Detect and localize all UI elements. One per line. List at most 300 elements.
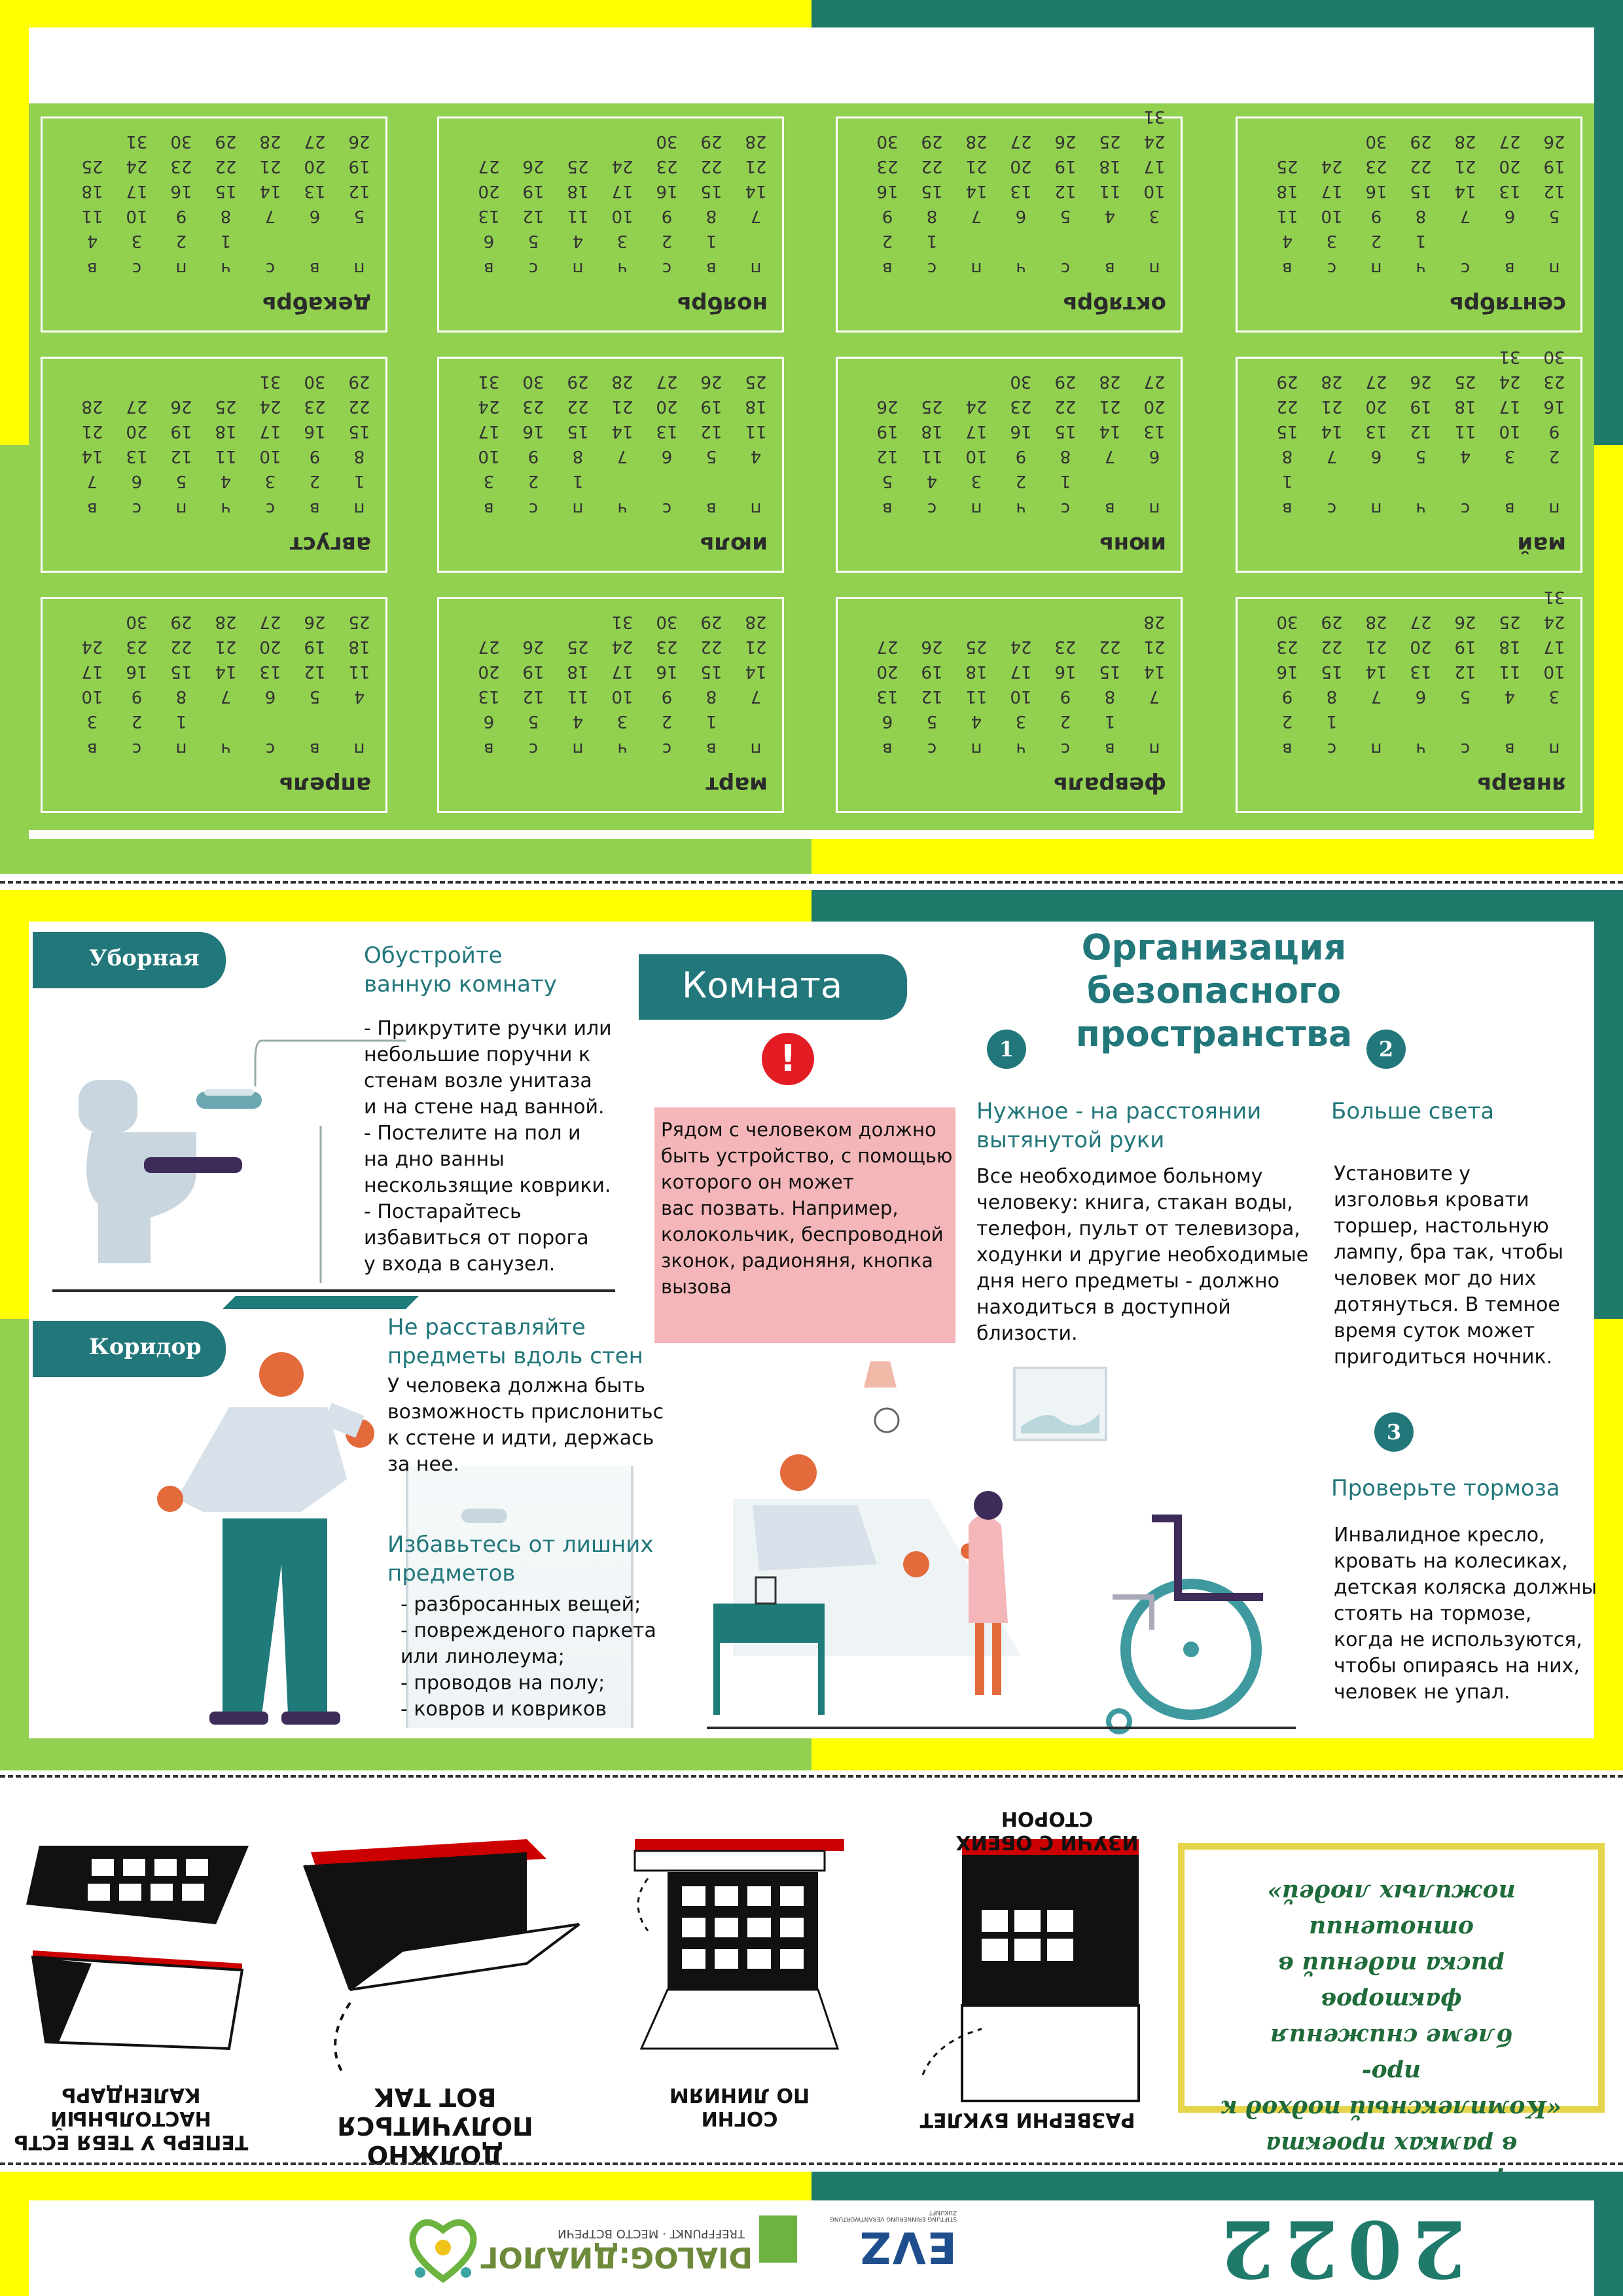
tip-3-text: Инвалидное кресло, кровать на колесиках, детская коляска должны стоять на тормозе, когда не используются, чтобы опираясь на них, человек не упал. <box>1334 1524 1597 1704</box>
week-row <box>43 224 385 251</box>
day-number: 12 <box>522 687 544 706</box>
weekday-header <box>43 259 385 278</box>
weekday-label: п <box>1370 259 1382 278</box>
day-number: 7 <box>220 687 232 706</box>
day-number: 31 <box>259 372 281 391</box>
day-number: 1 <box>1104 711 1116 731</box>
weekday-header <box>43 739 385 759</box>
day-number: 14 <box>259 181 281 201</box>
day-number: 11 <box>567 687 589 706</box>
day-number: 31 <box>1143 107 1166 126</box>
room-illustration <box>694 1348 1309 1734</box>
day-number: 18 <box>1499 637 1521 656</box>
day-number: 1 <box>705 711 717 731</box>
day-number: 26 <box>522 156 544 176</box>
month-7 <box>437 357 784 573</box>
weekday-label: п <box>971 499 982 518</box>
day-number: 22 <box>567 397 589 416</box>
day-number: 18 <box>215 422 237 441</box>
weekday-label: п <box>175 499 187 518</box>
day-number: 6 <box>483 711 495 731</box>
alert-icon-glyph: ! <box>779 1037 796 1080</box>
instruction-step1: ТЕПЕРЬ У ТЕБЯ ЕСТЬ НАСТОЛЬНЫЙ КАЛЕНДАРЬ <box>13 2083 249 2153</box>
month-name: июнь <box>1099 531 1166 558</box>
day-number: 19 <box>1054 156 1077 176</box>
project-note-box <box>1178 1843 1605 2159</box>
weekday-label: с <box>927 499 937 518</box>
week-row <box>838 440 1181 466</box>
day-number: 27 <box>304 132 326 151</box>
month-content <box>439 118 782 331</box>
day-number: 27 <box>1499 132 1521 151</box>
day-number: 12 <box>1410 422 1432 441</box>
week-row <box>1238 390 1580 416</box>
day-number: 19 <box>304 637 326 656</box>
weekday-label: в <box>1105 739 1115 759</box>
weekday-header <box>439 739 782 759</box>
weekday-label: с <box>1327 259 1337 278</box>
day-number: 25 <box>965 637 988 656</box>
weekday-label: в <box>706 739 717 759</box>
weekday-label: с <box>662 259 672 278</box>
weekday-header <box>43 499 385 518</box>
day-number: 27 <box>1143 372 1166 391</box>
week-row <box>1238 200 1580 226</box>
day-number: 5 <box>1415 446 1427 466</box>
day-number: 14 <box>745 181 767 201</box>
day-number: 5 <box>882 471 893 491</box>
day-number: 3 <box>86 711 98 731</box>
day-number: 25 <box>81 156 103 176</box>
weekday-label: ч <box>1416 259 1426 278</box>
day-number: 21 <box>1365 637 1387 656</box>
day-number: 26 <box>1054 132 1077 151</box>
month-content <box>838 107 1181 331</box>
day-number: 3 <box>1015 711 1027 731</box>
day-number: 4 <box>750 446 762 466</box>
logo-evz-name: EVZ <box>858 2222 957 2272</box>
day-number: 14 <box>611 422 633 441</box>
fold-line-3 <box>0 2162 1623 2165</box>
day-number: 10 <box>1321 206 1343 226</box>
day-number: 23 <box>522 397 544 416</box>
day-number: 12 <box>304 662 326 681</box>
day-number: 4 <box>572 231 584 251</box>
day-number: 18 <box>1276 181 1298 201</box>
day-number: 27 <box>478 156 500 176</box>
week-row <box>43 175 385 201</box>
day-number: 1 <box>353 471 365 491</box>
day-number: 28 <box>745 612 767 632</box>
month-2 <box>836 597 1183 813</box>
room-note-box <box>654 1107 955 1343</box>
week-row <box>838 630 1181 656</box>
weekday-label: ч <box>1416 739 1426 759</box>
day-number: 9 <box>309 446 321 466</box>
day-number: 18 <box>81 181 103 201</box>
weekday-label: в <box>87 499 98 518</box>
month-content <box>838 599 1181 811</box>
day-number: 12 <box>522 206 544 226</box>
day-number: 17 <box>611 662 633 681</box>
toilet-badge <box>33 932 226 988</box>
corridor-handrail <box>461 1509 507 1523</box>
week-row <box>1238 365 1580 391</box>
day-number: 19 <box>522 662 544 681</box>
day-number: 4 <box>220 471 232 491</box>
weekday-label: с <box>132 739 142 759</box>
day-number: 16 <box>170 181 192 201</box>
day-number: 2 <box>661 231 673 251</box>
day-number: 10 <box>126 206 148 226</box>
day-number: 11 <box>81 206 103 226</box>
day-number: 28 <box>81 397 103 416</box>
day-number: 28 <box>1365 612 1387 632</box>
weekday-label: п <box>1149 499 1160 518</box>
day-number: 21 <box>965 156 988 176</box>
day-number: 24 <box>478 397 500 416</box>
day-number: 25 <box>1454 372 1476 391</box>
month-name: апрель <box>279 772 371 798</box>
week-row <box>838 680 1181 706</box>
day-number: 6 <box>131 471 143 491</box>
day-number: 25 <box>567 637 589 656</box>
day-number: 30 <box>1010 372 1032 391</box>
day-number: 13 <box>656 422 678 441</box>
day-number: 19 <box>1543 156 1565 176</box>
day-number: 3 <box>1149 206 1160 226</box>
day-number: 12 <box>876 446 899 466</box>
weekday-label: с <box>1060 499 1071 518</box>
day-number: 22 <box>1276 397 1298 416</box>
day-number: 24 <box>611 156 633 176</box>
day-number: 21 <box>1143 637 1166 656</box>
day-number: 21 <box>81 422 103 441</box>
day-number: 6 <box>661 446 673 466</box>
day-number: 8 <box>1326 687 1338 706</box>
day-number: 14 <box>1454 181 1476 201</box>
day-number: 4 <box>926 471 938 491</box>
day-number: 17 <box>1543 637 1565 656</box>
day-number: 7 <box>750 206 762 226</box>
day-number: 13 <box>1010 181 1032 201</box>
day-number: 14 <box>1143 662 1166 681</box>
weekday-label: с <box>528 499 539 518</box>
week-row <box>439 605 782 632</box>
day-number: 16 <box>304 422 326 441</box>
day-number: 4 <box>1504 687 1516 706</box>
day-number: 9 <box>1060 687 1071 706</box>
week-row <box>43 705 385 731</box>
day-number: 5 <box>1060 206 1071 226</box>
weekday-label: в <box>1282 739 1293 759</box>
day-number: 11 <box>348 662 370 681</box>
day-number: 20 <box>1410 637 1432 656</box>
day-number: 22 <box>170 637 192 656</box>
instruction-step2: ДОЛЖНО ПОЛУЧИТЬСЯ ВОТ ТАК <box>337 2083 533 2169</box>
day-number: 26 <box>700 372 722 391</box>
day-number: 20 <box>304 156 326 176</box>
logo-dialog-subtitle: TREFFPUNKT · МЕСТО ВСТРЕЧИ <box>558 2227 745 2240</box>
weekday-label: в <box>310 739 320 759</box>
day-number: 11 <box>1499 662 1521 681</box>
day-number: 23 <box>126 637 148 656</box>
day-number: 17 <box>965 422 988 441</box>
month-5 <box>1236 347 1582 573</box>
day-number: 2 <box>175 231 187 251</box>
weekday-label: в <box>484 739 494 759</box>
day-number: 15 <box>700 662 722 681</box>
day-number: 16 <box>1543 397 1565 416</box>
day-number: 29 <box>700 132 722 151</box>
day-number: 18 <box>1099 156 1121 176</box>
day-number: 5 <box>527 711 539 731</box>
week-row <box>43 440 385 466</box>
day-number: 27 <box>1010 132 1032 151</box>
day-number: 31 <box>126 132 148 151</box>
day-number: 27 <box>1410 612 1432 632</box>
weekday-label: с <box>1060 259 1071 278</box>
day-number: 29 <box>921 132 943 151</box>
week-row <box>1238 224 1580 251</box>
day-number: 21 <box>1454 156 1476 176</box>
month-content <box>439 599 782 811</box>
day-number: 23 <box>656 637 678 656</box>
day-number: 20 <box>126 422 148 441</box>
day-number: 29 <box>1054 372 1077 391</box>
weekday-label: п <box>1370 499 1382 518</box>
weekday-label: в <box>1505 499 1515 518</box>
day-number: 18 <box>567 662 589 681</box>
day-number: 23 <box>1054 637 1077 656</box>
day-number: 29 <box>348 372 370 391</box>
day-number: 28 <box>1099 372 1121 391</box>
day-number: 30 <box>126 612 148 632</box>
day-number: 9 <box>1015 446 1027 466</box>
day-number: 17 <box>611 181 633 201</box>
day-number: 19 <box>1410 397 1432 416</box>
day-number: 6 <box>1504 206 1516 226</box>
weekday-label: ч <box>221 499 231 518</box>
weekday-label: ч <box>1016 259 1026 278</box>
week-row <box>439 415 782 441</box>
tip-1-text: Все необходимое больному человеку: книга, стакан воды, телефон, пульт от телевизора, ходунки и другие необходимые дня него предметы - должно находиться в доступной близости. <box>976 1165 1309 1345</box>
weekday-label: в <box>1105 499 1115 518</box>
month-name: март <box>705 772 768 798</box>
day-number: 7 <box>750 687 762 706</box>
day-number: 21 <box>215 637 237 656</box>
weekday-label: с <box>662 499 672 518</box>
week-row <box>439 125 782 151</box>
weekday-header <box>439 499 782 518</box>
weekday-label: с <box>265 259 276 278</box>
day-number: 26 <box>348 132 370 151</box>
day-number: 8 <box>175 687 187 706</box>
day-number: 20 <box>876 662 899 681</box>
month-name: октябрь <box>1063 291 1166 317</box>
day-number: 16 <box>1276 662 1298 681</box>
day-number: 15 <box>1276 422 1298 441</box>
day-number: 15 <box>1321 662 1343 681</box>
day-number: 10 <box>965 446 988 466</box>
day-number: 1 <box>1326 711 1338 731</box>
day-number: 5 <box>175 471 187 491</box>
day-number: 9 <box>661 687 673 706</box>
day-number: 25 <box>1499 612 1521 632</box>
weekday-label: п <box>750 499 762 518</box>
day-number: 8 <box>220 206 232 226</box>
day-number: 18 <box>348 637 370 656</box>
day-number: 24 <box>611 637 633 656</box>
week-row <box>838 605 1181 632</box>
weekday-label: с <box>662 739 672 759</box>
week-row <box>43 630 385 656</box>
weekday-label: ч <box>221 739 231 759</box>
day-number: 28 <box>611 372 633 391</box>
day-number: 24 <box>1499 372 1521 391</box>
day-number: 28 <box>1454 132 1476 151</box>
day-number: 1 <box>1060 471 1071 491</box>
day-number: 27 <box>126 397 148 416</box>
day-number: 5 <box>309 687 321 706</box>
tip-2-heading: Больше света <box>1331 1098 1495 1124</box>
day-number: 17 <box>1010 662 1032 681</box>
room-badge <box>639 954 907 1020</box>
week-row <box>439 655 782 681</box>
step4-illustration <box>910 1833 1145 2108</box>
weekday-label: в <box>310 499 320 518</box>
day-number: 22 <box>1099 637 1121 656</box>
day-number: 13 <box>478 206 500 226</box>
month-name: декабрь <box>262 291 371 317</box>
week-row <box>439 150 782 176</box>
week-row <box>43 125 385 151</box>
weekday-label: в <box>1505 739 1515 759</box>
day-number: 6 <box>1015 206 1027 226</box>
week-row <box>1238 655 1580 681</box>
weekday-label: п <box>353 499 365 518</box>
room-badge-label: Комната <box>682 965 843 1006</box>
day-number: 14 <box>1099 422 1121 441</box>
month-11 <box>437 117 784 332</box>
day-number: 21 <box>745 156 767 176</box>
day-number: 3 <box>1326 231 1338 251</box>
week-row <box>838 705 1181 731</box>
weekday-label: п <box>971 739 982 759</box>
day-number: 6 <box>1415 687 1427 706</box>
day-number: 10 <box>81 687 103 706</box>
room-note-text: Рядом с человеком должно быть устройство, с помощью которого он может вас позвать. Например, колокольчик, беспроводной зконок, радионяня, кнопка вызова <box>661 1119 953 1298</box>
corridor-heading-1: Не расставляйте предметы вдоль стен <box>387 1314 643 1369</box>
day-number: 19 <box>876 422 899 441</box>
day-number: 25 <box>1099 132 1121 151</box>
day-number: 22 <box>1410 156 1432 176</box>
day-number: 8 <box>1415 206 1427 226</box>
day-number: 24 <box>259 397 281 416</box>
day-number: 18 <box>1454 397 1476 416</box>
day-number: 10 <box>259 446 281 466</box>
week-row <box>43 200 385 226</box>
day-number: 7 <box>1370 687 1382 706</box>
day-number: 13 <box>259 662 281 681</box>
tip-3-number: 3 <box>1374 1412 1414 1452</box>
day-number: 25 <box>348 612 370 632</box>
day-number: 15 <box>215 181 237 201</box>
day-number: 23 <box>1010 397 1032 416</box>
week-row <box>43 655 385 681</box>
month-content <box>1238 118 1580 331</box>
day-number: 16 <box>1365 181 1387 201</box>
weekday-label: п <box>353 259 365 278</box>
week-row <box>43 415 385 441</box>
weekday-label: с <box>132 499 142 518</box>
month-9 <box>1236 117 1582 332</box>
week-row <box>838 175 1181 201</box>
day-number: 22 <box>921 156 943 176</box>
logo-dialog <box>480 2215 753 2274</box>
day-number: 5 <box>926 711 938 731</box>
day-number: 31 <box>1543 587 1565 607</box>
week-row <box>838 465 1181 491</box>
toilet-heading: Обустройте ванную комнату <box>364 942 557 997</box>
day-number: 6 <box>264 687 276 706</box>
day-number: 15 <box>567 422 589 441</box>
day-number: 15 <box>921 181 943 201</box>
day-number: 24 <box>81 637 103 656</box>
day-number: 7 <box>86 471 98 491</box>
day-number: 24 <box>1321 156 1343 176</box>
day-number: 8 <box>1060 446 1071 466</box>
week-row <box>439 175 782 201</box>
fold-line-1 <box>0 881 1623 884</box>
week-row <box>1238 680 1580 706</box>
day-number: 11 <box>1099 181 1121 201</box>
week-row <box>838 224 1181 251</box>
day-number: 18 <box>921 422 943 441</box>
day-number: 2 <box>1060 711 1071 731</box>
day-number: 10 <box>1143 181 1166 201</box>
day-number: 5 <box>705 446 717 466</box>
day-number: 19 <box>522 181 544 201</box>
weekday-header <box>1238 499 1580 518</box>
weekday-label: п <box>750 739 762 759</box>
day-number: 16 <box>1010 422 1032 441</box>
day-number: 14 <box>965 181 988 201</box>
day-number: 22 <box>215 156 237 176</box>
day-number: 28 <box>965 132 988 151</box>
week-row <box>43 680 385 706</box>
weekday-label: п <box>572 739 584 759</box>
month-8 <box>41 357 387 573</box>
tip-1-heading: Нужное - на расстоянии вытянутой руки <box>976 1098 1262 1153</box>
weekday-label: ч <box>221 259 231 278</box>
day-number: 11 <box>921 446 943 466</box>
day-number: 16 <box>656 662 678 681</box>
day-number: 21 <box>745 637 767 656</box>
week-row <box>838 125 1181 151</box>
day-number: 15 <box>348 422 370 441</box>
month-name: июль <box>700 531 768 558</box>
day-number: 14 <box>1321 422 1343 441</box>
day-number: 21 <box>1321 397 1343 416</box>
weekday-label: п <box>1149 259 1160 278</box>
day-number: 29 <box>1321 612 1343 632</box>
day-number: 19 <box>921 662 943 681</box>
day-number: 20 <box>656 397 678 416</box>
weekday-label: ч <box>617 259 628 278</box>
weekday-label: с <box>132 259 142 278</box>
logo-heart <box>401 2207 486 2286</box>
